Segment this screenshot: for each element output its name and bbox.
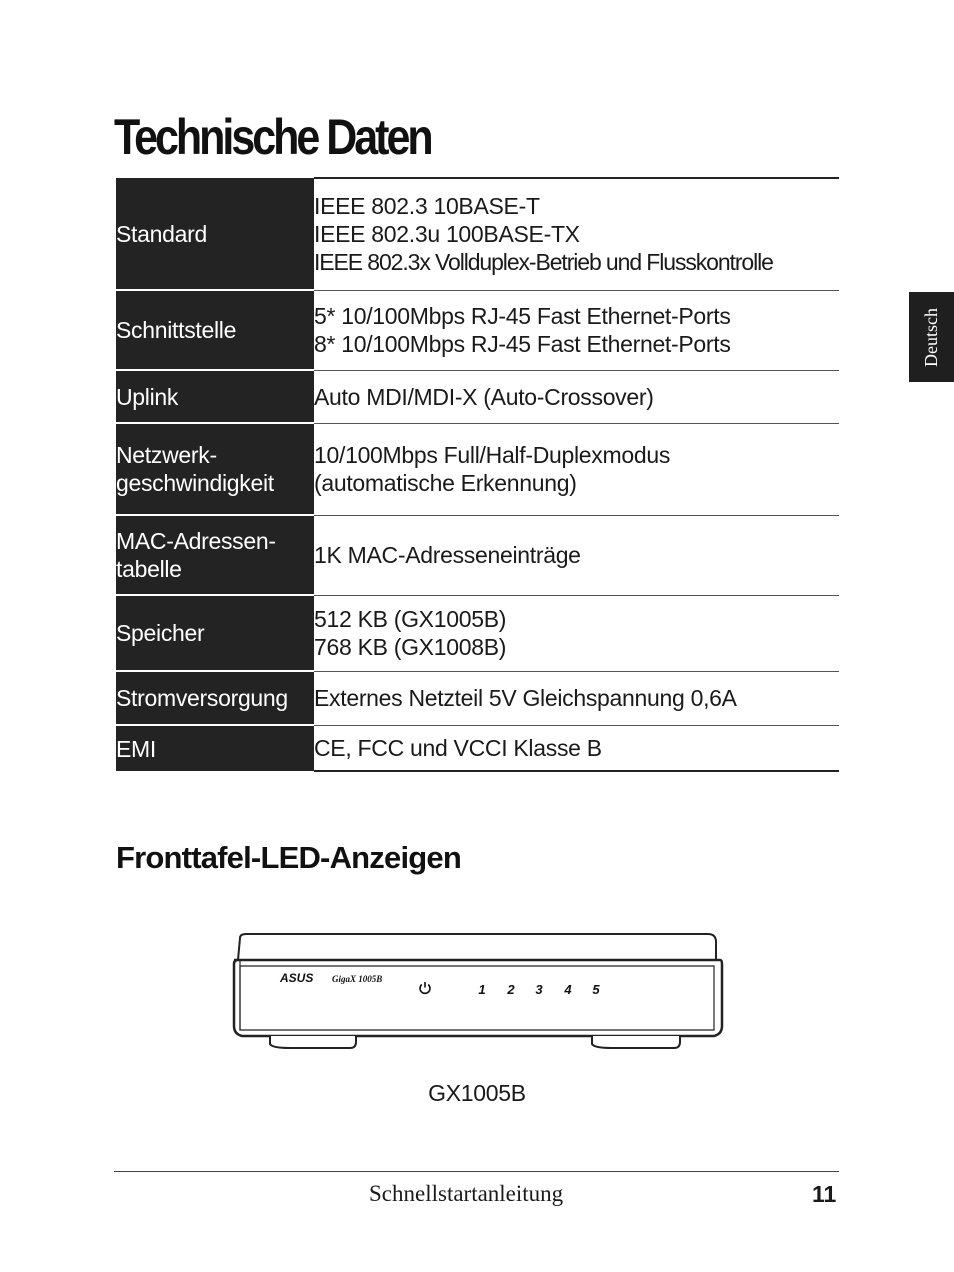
spec-label-line: Netzwerk- — [116, 442, 217, 468]
spec-row-uplink — [116, 370, 839, 423]
spec-value — [314, 515, 839, 595]
spec-row-schnittstelle — [116, 290, 839, 370]
spec-value-line: 10/100Mbps Full/Half-Duplexmodus — [314, 442, 671, 468]
brand-logo-text: ASUS — [280, 971, 314, 985]
spec-row-speicher — [116, 595, 839, 671]
spec-label-line: geschwindigkeit — [116, 470, 274, 496]
spec-label — [116, 595, 314, 671]
port-number: 1 — [478, 982, 486, 997]
spec-row-stromversorgung — [116, 671, 839, 725]
model-mark-text: GigaX 1005B — [332, 974, 383, 984]
spec-value-line: 8* 10/100Mbps RJ-45 Fast Ethernet-Ports — [314, 331, 731, 357]
spec-value-line: (automatische Erkennung) — [314, 470, 577, 496]
spec-value-line: 768 KB (GX1008B) — [314, 634, 507, 660]
spec-value-line: 5* 10/100Mbps RJ-45 Fast Ethernet-Ports — [314, 303, 731, 329]
device-caption: GX1005B — [428, 1080, 526, 1106]
brand-logo — [279, 971, 313, 985]
spec-row-standard — [116, 178, 839, 290]
spec-value-line: CE, FCC und VCCI Klasse B — [314, 734, 602, 761]
spec-value — [314, 370, 839, 423]
spec-label — [116, 290, 314, 370]
spec-value-line: IEEE 802.3x Vollduplex-Betrieb und Flusskontrolle — [314, 249, 773, 276]
spec-value — [314, 290, 839, 370]
spec-label-line: Stromversorgung — [116, 685, 288, 711]
spec-label-line: Schnittstelle — [116, 317, 237, 343]
spec-label-line: EMI — [116, 735, 156, 762]
spec-label-line: Uplink — [116, 383, 179, 410]
spec-value-line: IEEE 802.3u 100BASE-TX — [314, 221, 580, 248]
model-mark — [332, 974, 382, 984]
spec-value — [314, 423, 839, 515]
spec-value-line: 1K MAC-Adresseneinträge — [314, 542, 581, 568]
spec-label — [116, 178, 314, 290]
spec-row-emi — [116, 725, 839, 771]
spec-label-line: Standard — [116, 220, 207, 247]
port-number: 2 — [507, 982, 515, 997]
section-title: Fronttafel-LED-Anzeigen — [116, 840, 461, 875]
spec-label-line: MAC-Adressen- — [116, 528, 276, 554]
spec-label — [116, 671, 314, 725]
spec-row-netzwerkgeschwindigkeit — [116, 423, 839, 515]
port-number: 4 — [564, 982, 572, 997]
footer-title: Schnellstartanleitung — [369, 1181, 564, 1206]
spec-label — [116, 725, 314, 771]
language-tab-label: Deutsch — [921, 307, 942, 367]
page-number: 11 — [812, 1181, 837, 1207]
spec-value-line: Auto MDI/MDI-X (Auto-Crossover) — [314, 383, 654, 410]
spec-value — [314, 671, 839, 725]
port-number: 3 — [535, 982, 543, 997]
spec-table — [116, 177, 839, 772]
spec-value-line: 512 KB (GX1005B) — [314, 606, 507, 632]
spec-label — [116, 515, 314, 595]
spec-row-mac-tabelle — [116, 515, 839, 595]
spec-value — [314, 178, 839, 290]
page-title: Technische Daten — [114, 109, 431, 165]
spec-value — [314, 725, 839, 771]
port-number: 5 — [592, 982, 600, 997]
footer-divider — [114, 1171, 839, 1172]
spec-label-line: Speicher — [116, 620, 205, 646]
spec-label-line: tabelle — [116, 556, 182, 582]
switch-front-panel-illustration — [230, 930, 725, 1055]
spec-value-line: IEEE 802.3 10BASE-T — [314, 193, 540, 220]
spec-value-line: Externes Netzteil 5V Gleichspannung 0,6A — [314, 685, 737, 711]
spec-value — [314, 595, 839, 671]
spec-label — [116, 370, 314, 423]
spec-label — [116, 423, 314, 515]
language-tab — [909, 292, 954, 382]
